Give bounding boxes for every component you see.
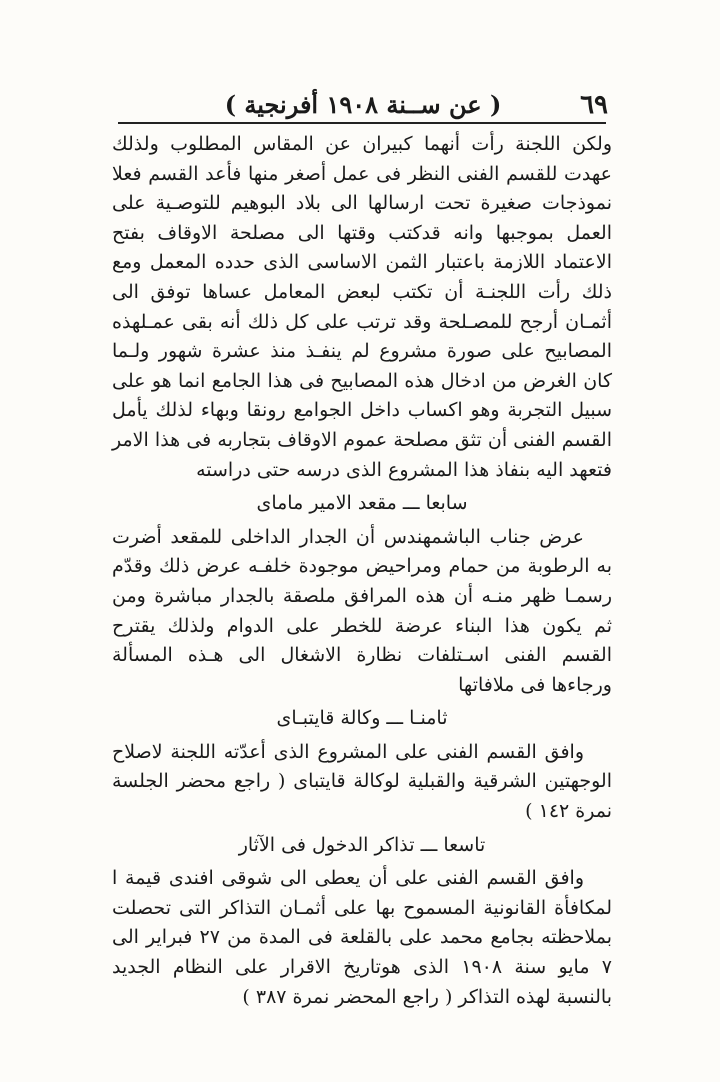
page-header [118, 88, 608, 122]
page-body [112, 130, 612, 1012]
paragraph-mamay: عرض جناب الباشمهندس أن الجدار الداخلى للمقعد أضرت به الرطوبة من حمام ومراحيض موجودة خلفـه عرض ذلك وقدّم رسمـا ظهر منـه أن هذه المرافق ملصقة بالجدار مباشرة ومن ثم يكون هذا البناء عرضة للخطر على الدوام ولذلك يقترح القسم الفنى اسـتلفات نظارة الاشغال الى هـذه المسألة ورجاءها فى ملافاتها [112, 525, 612, 696]
paragraph-tickets: وافق القسم الفنى على أن يعطى الى شوقى افندى قيمة ا لمكافأة القانونية المسموح بها على أثمـان التذاكر التى تحصلت بملاحظته بجامع محمد على بالقلعة فى المدة من ٢٧ فبراير الى ٧ مايو سنة ١٩٠٨ الذى هوتاريخ الاقرار على النظام الجديد بالنسبة لهذه التذاكر ( راجع المحضر نمرة ٣٨٧ ) [112, 867, 612, 1008]
section-heading-8: ثامنـا ـــ وكالة قايتبـاى [276, 707, 448, 730]
paragraph-lamps: ولكن اللجنة رأت أنهما كبيران عن المقاس المطلوب ولذلك عهدت للقسم الفنى النظر فى عمل أصغر منها فأعد القسم فعلا نموذجات صغيرة تحت ارسالها الى بلاد البوهيم للتوصـية على العمل بموجبها وانه قدكتب وقتها الى مصلحة الاوقاف بفتح الاعتماد اللازمة باعتبار الثمن الاساسى الذى حدده المعمل ومع ذلك رأت اللجنـة أن تكتب لبعض المعامل عساها توفق الى أثمـان أرجح للمصـلحة وقد ترتب على كل ذلك أنه بقى عمـلهذه المصابيح على صورة مشروع لم ينفـذ منذ عشرة شهور ولـما كان الغرض من ادخال هذه المصابيح فى هذا الجامع انما هو على سبيل التجربة وهو اكساب داخل الجوامع رونقا وبهاء لذلك يأمل القسم الفنى أن تثق مصلحة عموم الاوقاف بتجاربه فى هذا الامر فتعهد اليه بنفاذ هذا المشروع الذى درسه حتى دراسته [112, 133, 612, 481]
running-title: ( عن ســنة ١٩٠٨ أفرنجية ) [224, 90, 502, 119]
header-rule [118, 122, 606, 124]
page-number: ٦٩ [580, 90, 608, 120]
paragraph-qaitbay: وافق القسم الفنى على المشروع الذى أعدّته اللجنة لاصلاح الوجهتين الشرقية والقبلية لوكالة قايتباى ( راجع محضر الجلسة نمرة ١٤٢ ) [112, 740, 612, 823]
section-heading-9: تاسعا ـــ تذاكر الدخول فى الآثار [238, 833, 486, 856]
section-heading-7: سابعا ـــ مقعد الامير ماماى [256, 492, 468, 515]
